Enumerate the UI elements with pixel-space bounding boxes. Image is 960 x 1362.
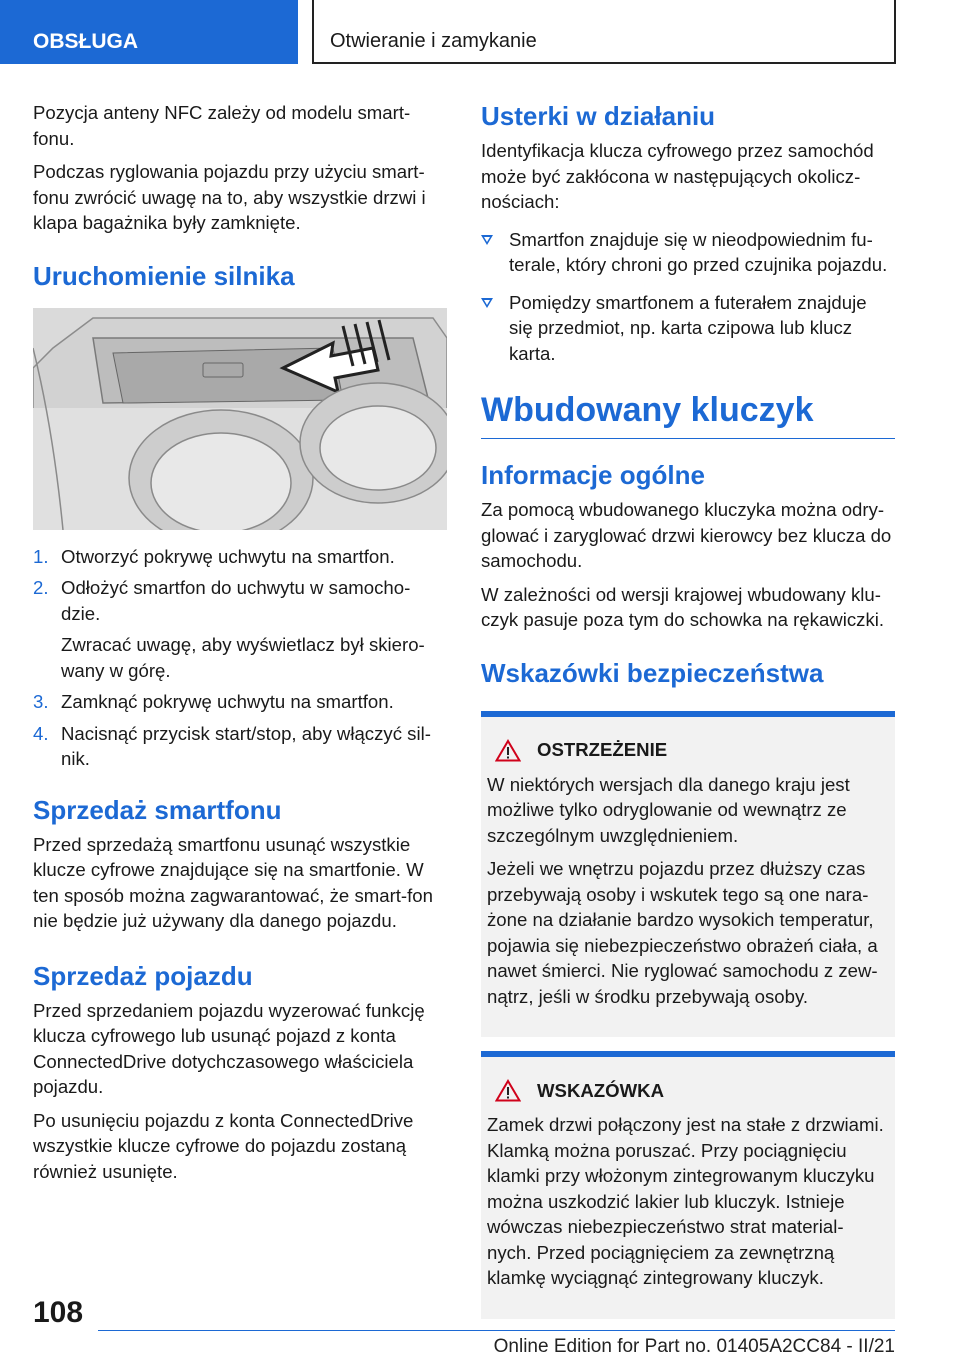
step-text: Zamknąć pokrywę uchwytu na smartfon. bbox=[61, 691, 394, 712]
sell-smartphone-heading: Sprzedaż smartfonu bbox=[33, 794, 282, 825]
triangle-bullet-icon bbox=[481, 298, 493, 308]
footer-divider bbox=[98, 1330, 895, 1331]
sell-vehicle-paragraph-2: Po usunięciu pojazdu z konta ConnectedDrive wszystkie klucze cyfrowe do pojazdu zostaną również usunięte. bbox=[33, 1109, 414, 1182]
warning-box bbox=[481, 711, 895, 1038]
list-item bbox=[33, 689, 447, 715]
chapter-title: Otwieranie i zamykanie bbox=[330, 30, 537, 52]
step-text: Otworzyć pokrywę uchwytu na smartfon. bbox=[61, 545, 395, 567]
notice-box bbox=[481, 1051, 895, 1319]
list-item bbox=[33, 721, 447, 772]
general-info-paragraph-1: Za pomocą wbudowanego kluczyka można odry‐glować i zaryglować drzwi kierowcy bez klucza do samochodu. bbox=[481, 499, 892, 571]
warning-paragraph-2: Jeżeli we wnętrzu pojazdu przez dłuższy czas przebywają osoby i wskutek tego są one nara‐żone na działanie bardzo wysokich temperatur, pojawia się niebezpieczeństwo obrażeń ciała, a nawet śmierci. Nie ryglować samochodu z zew‐nątrz, jeśli w środku przebywają osoby. bbox=[487, 858, 878, 1007]
warning-triangle-icon bbox=[495, 739, 521, 762]
malfunctions-intro: Identyfikacja klucza cyfrowego przez samochód może być zakłócona w następujących okolicz‐nościach: bbox=[481, 140, 874, 212]
safety-heading: Wskazówki bezpieczeństwa bbox=[481, 657, 824, 688]
engine-start-heading: Uruchomienie silnika bbox=[33, 260, 295, 291]
sell-vehicle-heading: Sprzedaż pojazdu bbox=[33, 960, 253, 991]
triangle-bullet-icon bbox=[481, 235, 493, 245]
step-note: Zwracać uwagę, aby wyświetlacz był skiero‐wany w górę. bbox=[61, 634, 425, 681]
nfc-antenna-paragraph: Pozycja anteny NFC zależy od modelu smart‐fonu. bbox=[33, 102, 411, 149]
step-number: 2. bbox=[33, 577, 49, 598]
engine-start-steps bbox=[33, 544, 447, 772]
warning-title: OSTRZEŻENIE bbox=[537, 739, 668, 760]
chapter-header bbox=[312, 0, 896, 64]
general-info-heading: Informacje ogólne bbox=[481, 460, 705, 490]
list-item bbox=[481, 227, 895, 278]
notice-paragraph: Zamek drzwi połączony jest na stałe z drzwiami. Klamką można poruszać. Przy pociągnięciu klamki przy włożonym zintegrowanym kluczyku można uszkodzić lakier lub kluczyk. Istnieje wówczas niebezpieczeństwo strat material‐nych. Przed pociągnięciem za zewnętrzną klamkę wyciągnąć zintegrowany kluczyk. bbox=[487, 1114, 884, 1288]
bullet-text: Smartfon znajduje się w nieodpowiednim fu‐terale, który chroni go przed czujnika pojazdu. bbox=[509, 228, 888, 275]
step-number: 1. bbox=[33, 545, 49, 567]
edition-footer: Online Edition for Part no. 01405A2CC84 - II/21 bbox=[493, 1336, 895, 1357]
sell-smartphone-paragraph: Przed sprzedażą smartfonu usunąć wszystkie klucze cyfrowe znajdujące się na smartfonie. W ten sposób można zagwarantować, że smart‐fon nie będzie już używany dla danego pojazdu. bbox=[33, 833, 433, 931]
list-item bbox=[33, 544, 447, 570]
list-item bbox=[33, 575, 447, 683]
page-number: 108 bbox=[33, 1296, 84, 1329]
locking-paragraph: Podczas ryglowania pojazdu przy użyciu smart‐fonu zwrócić uwagę na to, aby wszystkie drzwi i klapa bagażnika były zamknięte. bbox=[33, 161, 426, 233]
list-item bbox=[481, 290, 895, 367]
notice-title: WSKAZÓWKA bbox=[537, 1079, 665, 1101]
warning-title-row bbox=[495, 739, 885, 762]
bullet-text: Pomiędzy smartfonem a futerałem znajduje się przedmiot, np. karta czipowa lub klucz karta. bbox=[509, 291, 867, 364]
warning-triangle-icon bbox=[495, 1079, 521, 1102]
warning-paragraph-1: W niektórych wersjach dla danego kraju jest możliwe tylko odryglowanie od wewnątrz ze szczególnym uwzględnieniem. bbox=[487, 773, 850, 846]
right-column bbox=[481, 100, 895, 1333]
general-info-paragraph-2: W zależności od wersji krajowej wbudowany klu‐czyk pasuje poza tym do schowka na rękawiczki. bbox=[481, 583, 885, 630]
notice-title-row bbox=[495, 1079, 885, 1102]
step-text: Odłożyć smartfon do uchwytu w samocho‐dzie. bbox=[61, 577, 411, 624]
builtin-key-heading: Wbudowany kluczyk bbox=[481, 388, 895, 439]
malfunctions-heading: Usterki w działaniu bbox=[481, 101, 716, 131]
step-number: 4. bbox=[33, 722, 49, 744]
section-title: OBSŁUGA bbox=[33, 30, 138, 53]
sell-vehicle-paragraph-1: Przed sprzedaniem pojazdu wyzerować funkcję klucza cyfrowego lub usunąć pojazd z konta ConnectedDrive dotychczasowego właściciela pojazdu. bbox=[33, 999, 425, 1097]
section-tab bbox=[0, 0, 298, 64]
malfunctions-list bbox=[481, 227, 895, 367]
smartphone-holder-photo bbox=[33, 308, 447, 530]
step-text: Nacisnąć przycisk start/stop, aby włączyć sil‐nik. bbox=[61, 722, 431, 769]
left-column bbox=[33, 100, 447, 1192]
step-number: 3. bbox=[33, 691, 49, 712]
